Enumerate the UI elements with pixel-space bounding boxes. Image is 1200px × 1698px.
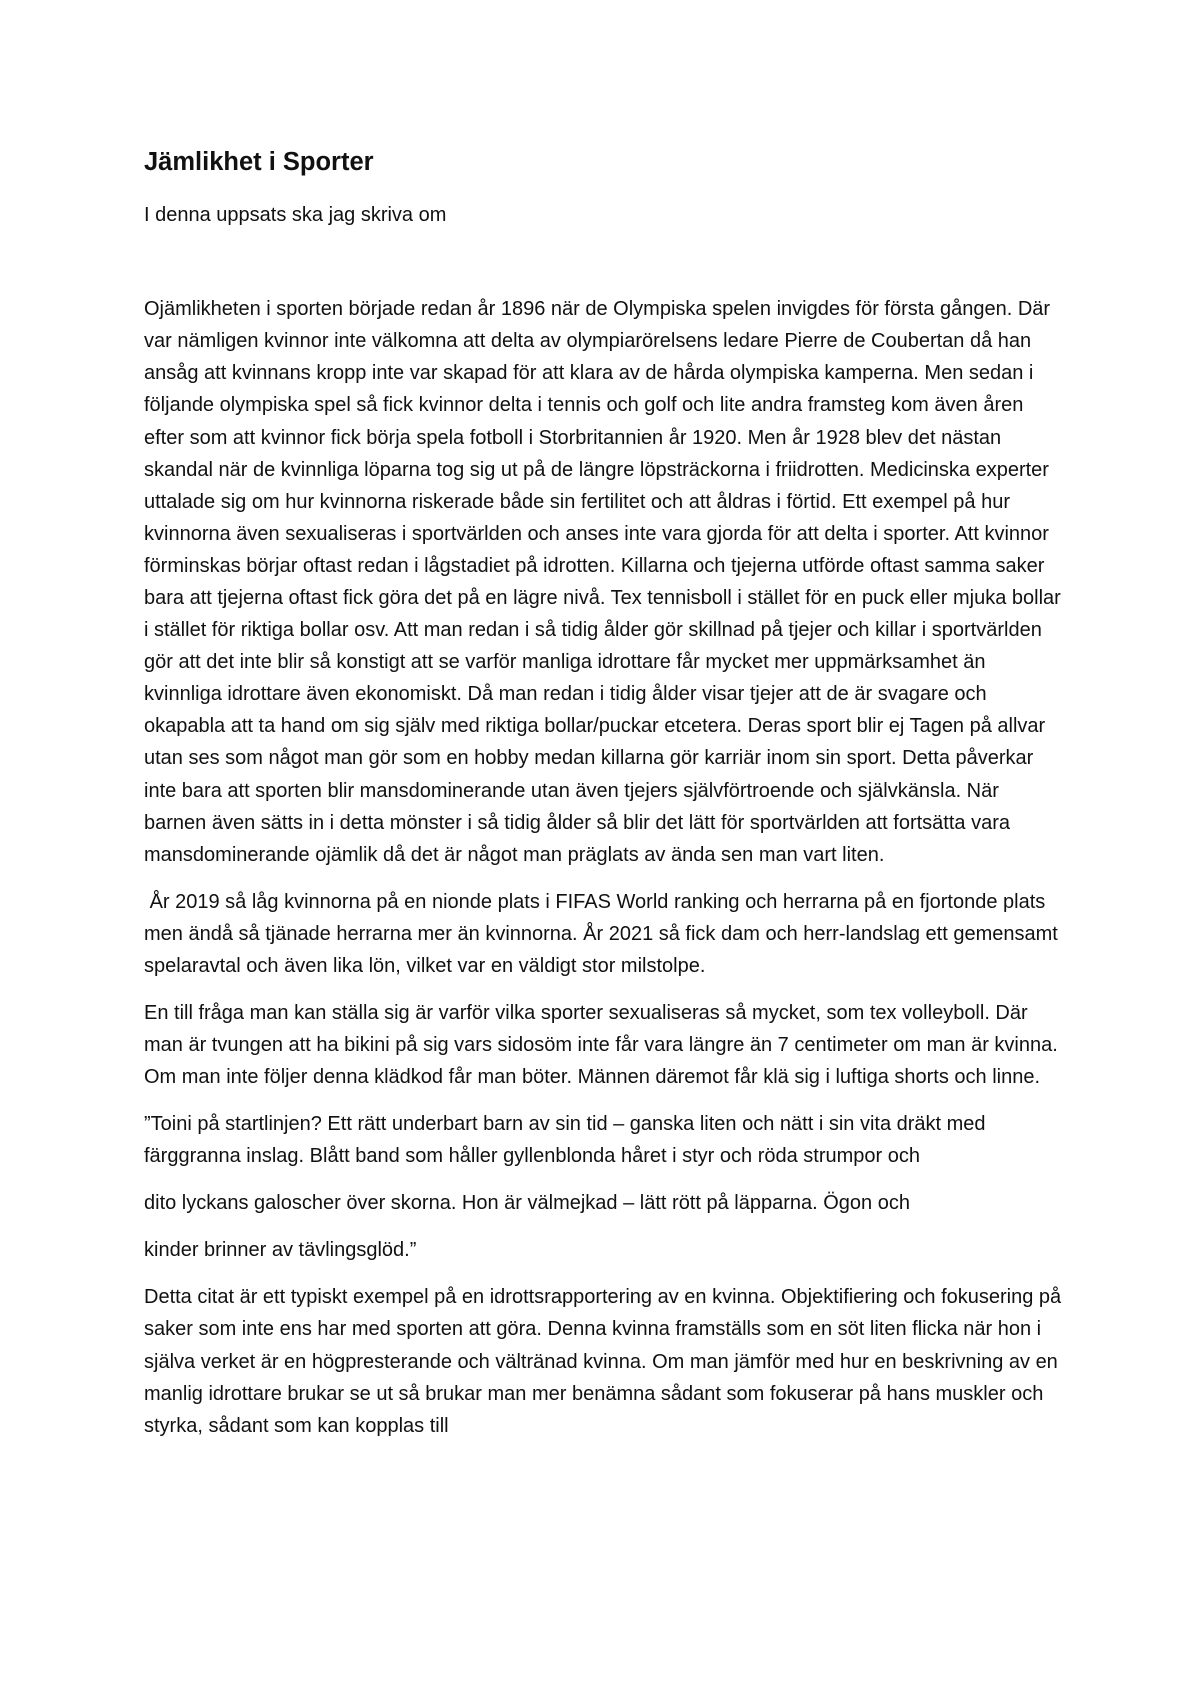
quote-line-2: dito lyckans galoscher över skorna. Hon är välmejkad – lätt rött på läpparna. Ögon och (144, 1192, 910, 1215)
volleyball-paragraph: En till fråga man kan ställa sig är varför vilka sporter sexualiseras så mycket, som tex volleyboll. Där man är tvungen att ha bikini på sig vars sidosöm inte får vara längre än 7 centimeter om man är kvinna. Om man inte följer denna klädkod får man böter. Männen däremot får klä sig i luftiga shorts och linne. (144, 1002, 1058, 1089)
fifa-ranking-paragraph: År 2019 så låg kvinnorna på en nionde plats i FIFAS World ranking och herrarna på en fjortonde plats men ändå så tjänade herrarna mer än kvinnorna. År 2021 så fick dam och herr-landslag ett gemensamt spelaravtal och även lika lön, vilket var en väldigt stor milstolpe. (144, 890, 1064, 978)
document-title: Jämlikhet i Sporter (144, 148, 374, 176)
intro-paragraph: I denna uppsats ska jag skriva om (144, 204, 447, 227)
document-page (144, 146, 1064, 1442)
closing-paragraph: Detta citat är ett typiskt exempel på en idrottsrapportering av en kvinna. Objektifiering och fokusering på saker som inte ens har med sporten att göra. Denna kvinna framställs som en söt liten flicka när hon i själva verket är en högpresterande och vältränad kvinna. Om man jämför med hur en beskrivning av en manlig idrottare brukar se ut så brukar man mer benämna sådant som fokuserar på hans muskler och styrka, sådant som kan kopplas till (144, 1286, 1062, 1437)
history-paragraph: Ojämlikheten i sporten började redan år 1896 när de Olympiska spelen invigdes för första gången. Där var nämligen kvinnor inte välkomna att delta av olympiarörelsens ledare Pierre de Coubertan då han ansåg att kvinnans kropp inte var skapad för att klara av de hårda olympiska kamperna. Men sedan i följande olympiska spel så fick kvinnor delta i tennis och golf och lite andra framsteg kom även åren efter som att kvinnor fick börja spela fotboll i Storbritannien år 1920. Men år 1928 blev det nästan skandal när de kvinnliga löparna tog sig ut på de längre löpsträckorna i friidrotten. Medicinska experter uttalade sig om hur kvinnorna riskerade både sin fertilitet och att åldras i förtid. Ett exempel på hur kvinnorna även sexualiseras i sportvärlden och anses inte vara gjorda för att delta i sporter. Att kvinnor förminskas börjar oftast redan i lågstadiet på idrotten. Killarna och tjejerna utförde oftast samma saker bara att tjejerna oftast fick göra det på en lägre nivå. Tex tennisboll i stället för en puck eller mjuka bollar i stället för riktiga bollar osv. Att man redan i så tidig ålder gör skillnad på tjejer och killar i sportvärlden gör att det inte blir så konstigt att se varför manliga idrottare får mycket mer uppmärksamhet än kvinnliga idrottare även ekonomiskt. Då man redan i tidig ålder visar tjejer att de är svagare och okapabla att ta hand om sig själv med riktiga bollar/puckar etcetera. Deras sport blir ej Tagen på allvar utan ses som något man gör som en hobby medan killarna gör karriär inom sin sport. Detta påverkar inte bara att sporten blir mansdominerande utan även tjejers självförtroende och självkänsla. När barnen även sätts in i detta mönster i så tidig ålder så blir det lätt för sportvärlden att fortsätta vara mansdominerande ojämlik då det är något man präglats av ända sen man vart liten. (144, 298, 1061, 866)
quote-line-3: kinder brinner av tävlingsglöd.” (144, 1239, 417, 1262)
quote-line-1: ”Toini på startlinjen? Ett rätt underbart barn av sin tid – ganska liten och nätt i sin vita dräkt med färggranna inslag. Blått band som håller gyllenblonda håret i styr och röda strumpor och (144, 1113, 986, 1168)
